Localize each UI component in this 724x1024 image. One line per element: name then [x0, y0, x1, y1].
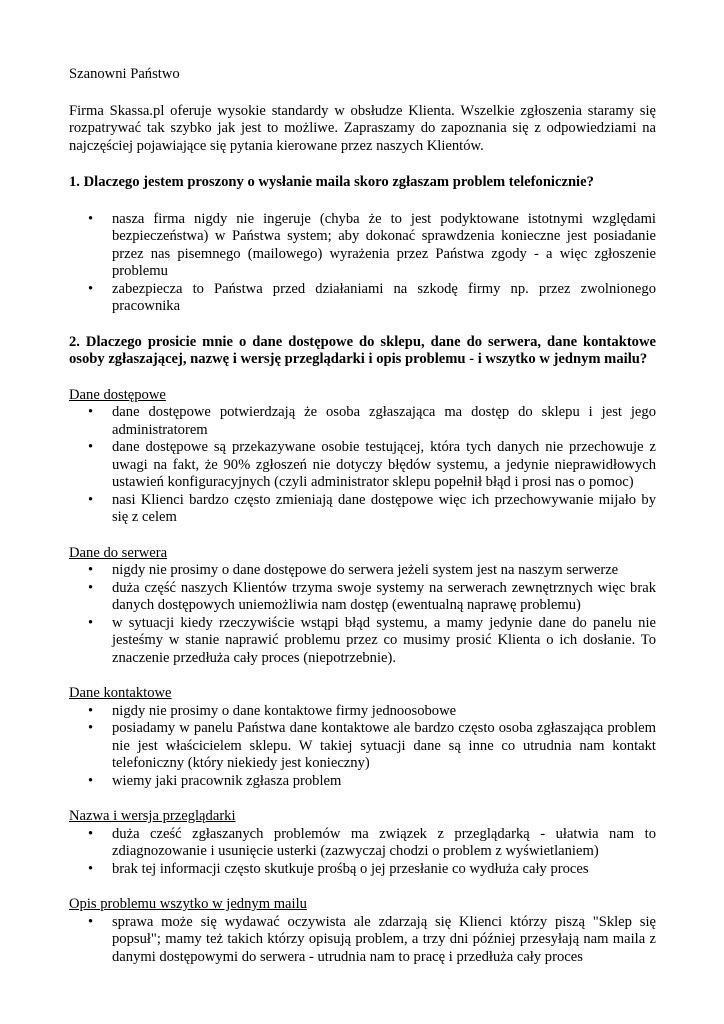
section-title: Nazwa i wersja przeglądarki — [69, 808, 236, 824]
section-przegladarka — [69, 808, 656, 878]
intro-paragraph: Firma Skassa.pl oferuje wysokie standardy w obsłudze Klienta. Wszelkie zgłoszenia staramy się rozpatrywać tak szybko jak jest to możliwe. Zapraszamy do zapoznania się z odpowiedziami na najczęściej pojawiające się pytania kierowane przez naszych Klientów. — [69, 102, 656, 154]
section-list — [69, 562, 656, 667]
section-title: Dane kontaktowe — [69, 685, 172, 701]
list-item: • zabezpiecza to Państwa przed działaniami na szkodę firmy np. przez zwolnionego pracownika — [69, 281, 656, 316]
list-item: • duża część naszych Klientów trzyma swoje systemy na serwerach zewnętrznych więc brak danych dostępowych uniemożliwia nam dostęp (ewentualną naprawę problemu) — [69, 580, 656, 615]
section-list — [69, 826, 656, 879]
list-item: • wiemy jaki pracownik zgłasza problem — [69, 773, 656, 791]
greeting: Szanowni Państwo — [69, 66, 180, 82]
question-1-list — [69, 211, 656, 316]
question-2-heading: 2. Dlaczego prosicie mnie o dane dostępowe do sklepu, dane do serwera, dane kontaktowe osoby zgłaszającej, nazwę i wersję przeglądarki i opis problemu - i wszytko w jednym mailu? — [69, 333, 656, 367]
list-item: • brak tej informacji często skutkuje prośbą o jej przesłanie co wydłuża cały proces — [69, 861, 656, 879]
section-list — [69, 703, 656, 791]
list-item: • nasza firma nigdy nie ingeruje (chyba że to jest podyktowane istotnymi względami bezpieczeństwa) w Państwa system; aby dokonać sprawdzenia konieczne jest posiadanie przez nas pisemnego (mailowego) wyrażenia przez Państwa zgody - a więc zgłoszenie problemu — [69, 211, 656, 281]
section-list — [69, 404, 656, 527]
list-item: • duża cześć zgłaszanych problemów ma związek z przeglądarką - ułatwia nam to zdiagnozowanie i usunięcie usterki (zazwyczaj chodzi o problem z wyświetlaniem) — [69, 826, 656, 861]
list-item: • w sytuacji kiedy rzeczywiście wstąpi błąd systemu, a mamy jedynie dane do panelu nie jesteśmy w stanie naprawić problemu przez co musimy prosić Klienta o ich dosłanie. To znaczenie przedłuża cały proces (niepotrzebnie). — [69, 615, 656, 668]
list-item: • nigdy nie prosimy o dane kontaktowe firmy jednoosobowe — [69, 703, 656, 721]
section-title: Dane do serwera — [69, 544, 168, 561]
list-item: • dane dostępowe są przekazywane osobie testującej, która tych danych nie przechowuje z uwagi na fakt, że 90% zgłoszeń nie dotyczy błędów systemu, a jedynie nieprawidłowych ustawień konfiguracyjnych (czyli administrator sklepu popełnił błąd i prosi nas o pomoc) — [69, 439, 656, 492]
section-title: Opis problemu wszytko w jednym mailu — [69, 896, 307, 912]
section-title: Dane dostępowe — [69, 386, 166, 403]
list-item: • posiadamy w panelu Państwa dane kontaktowe ale bardzo często osoba zgłaszająca problem nie jest właścicielem sklepu. W takiej sytuacji dane są inne co utrudnia nam kontakt telefoniczny (który niekiedy jest konieczny) — [69, 720, 656, 773]
section-dane-kontaktowe — [69, 685, 656, 790]
list-item: • dane dostępowe potwierdzają że osoba zgłaszająca ma dostęp do sklepu i jest jego administratorem — [69, 404, 656, 439]
list-item: • nasi Klienci bardzo często zmieniają dane dostępowe więc ich przechowywanie mijało by się z celem — [69, 492, 656, 527]
list-item: • nigdy nie prosimy o dane dostępowe do serwera jeżeli system jest na naszym serwerze — [69, 562, 656, 580]
section-list — [69, 914, 656, 967]
list-item: • sprawa może się wydawać oczywista ale zdarzają się Klienci którzy piszą "Sklep się popsuł"; mamy też takich którzy opisują problem, a trzy dni później przesyłają nam maila z danymi dostępowymi do serwera - utrudnia nam to pracę i przedłuża cały proces — [69, 914, 656, 967]
section-dane-dostepowe — [69, 387, 656, 527]
section-dane-do-serwera — [69, 545, 656, 668]
question-1-heading: 1. Dlaczego jestem proszony o wysłanie maila skoro zgłaszam problem telefonicznie? — [69, 174, 594, 190]
section-opis-problemu — [69, 896, 656, 966]
